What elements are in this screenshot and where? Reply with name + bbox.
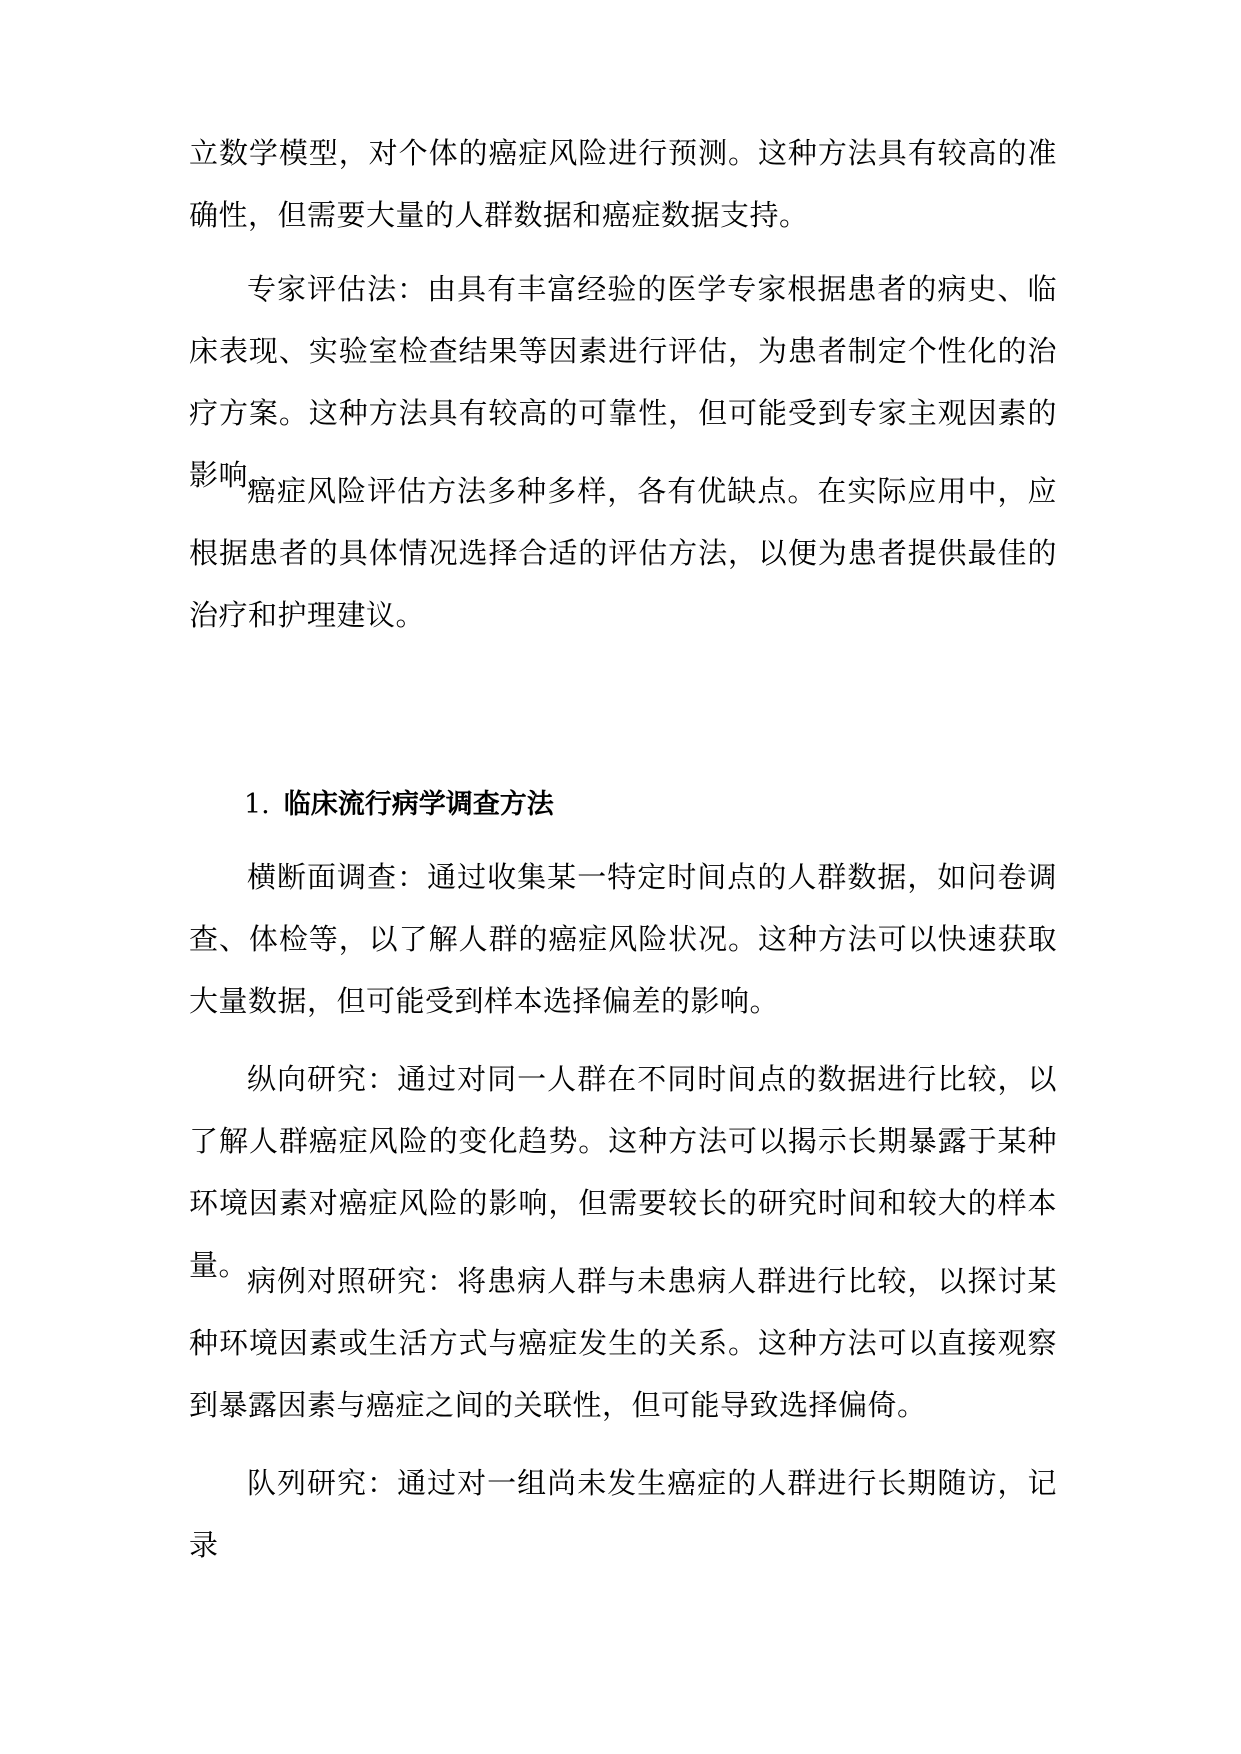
paragraph-cohort: 队列研究：通过对一组尚未发生癌症的人群进行长期随访，记录 xyxy=(189,1466,1057,1562)
section-number: 1. xyxy=(244,789,270,820)
paragraph-expert-assessment: 专家评估法：由具有丰富经验的医学专家根据患者的病史、临床表现、实验室检查结果等因素进行评估，为患者制定个性化的治疗方案。这种方法具有较高的可靠性，但可能受到专家主观因素的影响。 xyxy=(189,272,1057,492)
paragraph-summary: 癌症风险评估方法多种多样，各有优缺点。在实际应用中，应根据患者的具体情况选择合适的评估方法，以便为患者提供最佳的治疗和护理建议。 xyxy=(189,474,1057,632)
paragraph-model-prediction: 立数学模型，对个体的癌症风险进行预测。这种方法具有较高的准确性，但需要大量的人群数据和癌症数据支持。 xyxy=(189,136,1057,232)
paragraph-case-control: 病例对照研究：将患病人群与未患病人群进行比较，以探讨某种环境因素或生活方式与癌症发生的关系。这种方法可以直接观察到暴露因素与癌症之间的关联性，但可能导致选择偏倚。 xyxy=(189,1264,1057,1422)
section-heading xyxy=(244,774,554,836)
section-title: 临床流行病学调查方法 xyxy=(283,789,554,820)
paragraph-longitudinal: 纵向研究：通过对同一人群在不同时间点的数据进行比较，以了解人群癌症风险的变化趋势。这种方法可以揭示长期暴露于某种环境因素对癌症风险的影响，但需要较长的研究时间和较大的样本量。 xyxy=(189,1062,1057,1282)
paragraph-cross-sectional: 横断面调查：通过收集某一特定时间点的人群数据，如问卷调查、体检等，以了解人群的癌症风险状况。这种方法可以快速获取大量数据，但可能受到样本选择偏差的影响。 xyxy=(189,860,1057,1018)
